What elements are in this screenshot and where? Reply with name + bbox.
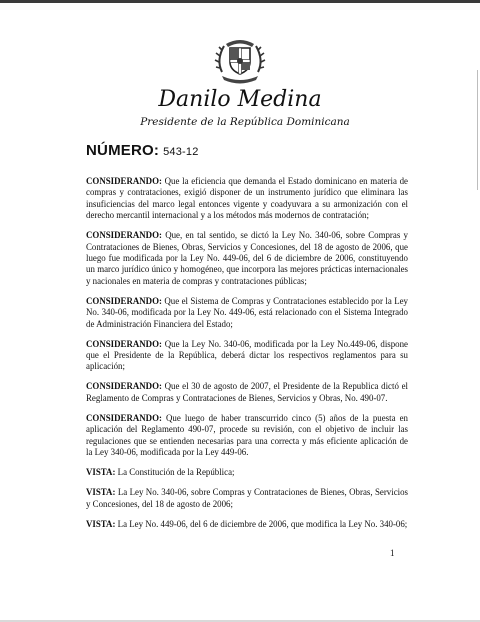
paragraph-keyword: CONSIDERANDO:	[86, 338, 162, 349]
paragraph	[86, 339, 408, 373]
paragraph	[86, 381, 408, 404]
signature-name: Danilo Medina	[158, 87, 322, 112]
paragraph-text: La Ley No. 449-06, del 6 de diciembre de 2006, que modifica la Ley No. 340-06;	[115, 518, 408, 529]
scan-top-edge	[0, 0, 480, 3]
decree-number	[86, 142, 199, 159]
paragraph	[86, 467, 408, 478]
decree-body	[86, 176, 408, 539]
paragraph-text: Que la eficiencia que demanda el Estado dominicano en materia de compras y contrataciones, exigió disponer de un instrumento jurídico que eliminara las insuficiencias del marco legal entonces vigente y coadyuvara a su armonización con el derecho mercantil internacional y a los métodos más modernos de contratación;	[86, 176, 408, 221]
coat-of-arms-seal	[212, 32, 268, 84]
paragraph-text: Que luego de haber transcurrido cinco (5) años de la puesta en aplicación del Reglamento 490-07, procede su revisión, con el objetivo de incluir las regulaciones que se entienden necesarias para una correcta y más eficiente aplicación de la Ley 340-06, modificada por la Ley 449-06.	[86, 412, 408, 458]
paragraph-text: Que la Ley No. 340-06, modificada por la Ley No.449-06, dispone que el Presidente de la República, deberá dictar los respectivos reglamentos para su aplicación;	[86, 338, 408, 372]
paragraph	[86, 519, 408, 530]
paragraph-keyword: CONSIDERANDO:	[86, 412, 162, 423]
decree-number-label: NÚMERO:	[86, 142, 160, 159]
paragraph-keyword: VISTA:	[86, 487, 116, 498]
page-number: 1	[390, 548, 395, 558]
decree-number-value: 543-12	[163, 146, 199, 158]
paragraph	[86, 176, 408, 222]
paragraph	[86, 413, 408, 459]
signature-title: Presidente de la República Dominicana	[140, 116, 350, 128]
paragraph-text: Que, en tal sentido, se dictó la Ley No. 340-06, sobre Compras y Contrataciones de Bienes, Obras, Servicios y Concesiones, del 18 de agosto de 2006, que luego fue modificada por la Ley No. 449-06, del 6 de diciembre de 2006, constituyendo un marco jurídico único y homogéneo, que incorpora las mejores prácticas internacionales y nacionales en materia de compras y contrataciones públicas;	[86, 230, 408, 286]
presidential-signature	[0, 84, 480, 132]
paragraph-keyword: CONSIDERANDO:	[86, 230, 162, 241]
paragraph-keyword: VISTA:	[86, 467, 116, 478]
paragraph-keyword: CONSIDERANDO:	[86, 295, 162, 306]
paragraph-text: Que el 30 de agosto de 2007, el Presidente de la Republica dictó el Reglamento de Compras y Contrataciones de Bienes, Servicios y Obras, No. 490-07.	[86, 381, 408, 403]
paragraph-text: Que el Sistema de Compras y Contrataciones establecido por la Ley No. 340-06, modificada por la Ley No. 449-06, está relacionado con el Sistema Integrado de Administración Financiera del Estado;	[86, 295, 408, 329]
paragraph-keyword: VISTA:	[86, 518, 116, 529]
paragraph-text: La Constitución de la República;	[115, 467, 235, 478]
paragraph	[86, 296, 408, 330]
paragraph	[86, 230, 408, 287]
paragraph	[86, 487, 408, 510]
paragraph-text: La Ley No. 340-06, sobre Compras y Contrataciones de Bienes, Obras, Servicios y Concesiones, del 18 de agosto de 2006;	[86, 487, 408, 509]
paragraph-keyword: CONSIDERANDO:	[86, 176, 162, 186]
paragraph-keyword: CONSIDERANDO:	[86, 381, 162, 392]
